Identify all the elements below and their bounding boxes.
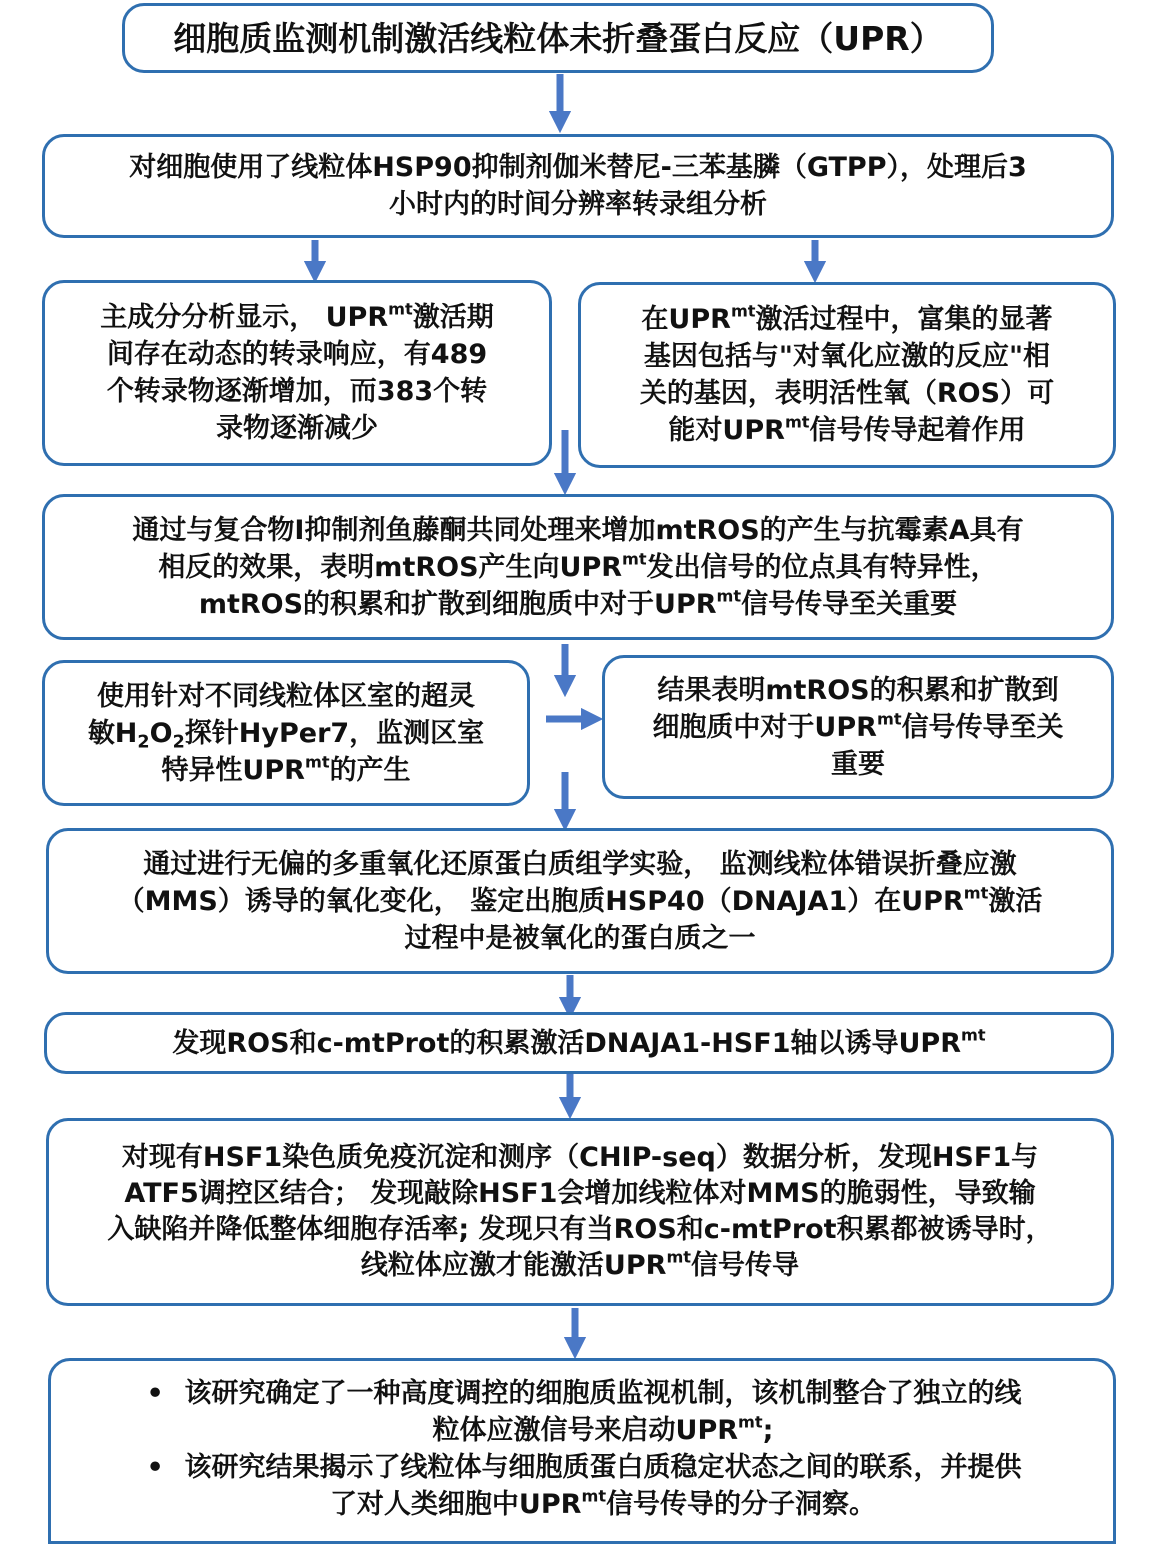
step6-part1: 发现ROS和c-mtProt的积累激活DNAJA1-HSF1轴以诱导UPR — [172, 1027, 961, 1059]
sup-mt: mt — [961, 1024, 986, 1044]
title-text: 细胞质监测机制激活线粒体未折叠蛋白反应（UPR） — [173, 18, 943, 58]
sup-mt: mt — [963, 882, 989, 902]
step2-right-box — [578, 282, 1116, 468]
step4-left-part3: 探针HyPer7，监测区室 特异性UPR — [161, 717, 485, 786]
step4-left-text — [88, 678, 484, 789]
step4-left-part1: 使用针对不同线粒体区室的超灵 敏H — [87, 680, 475, 749]
step4-right-box — [602, 655, 1114, 799]
step7-text — [107, 1140, 1052, 1284]
conclusion-bullets — [113, 1361, 1052, 1523]
step1-box — [42, 134, 1114, 238]
step4-right-part1: 结果表明mtROS的积累和扩散到 细胞质中对于UPR — [652, 674, 1059, 743]
step3-part2: 发出信号的位点具有特异性， mtROS的积累和扩散到细胞质中对于UPR — [198, 551, 998, 620]
step3-part3: 信号传导至关重要 — [741, 588, 958, 620]
sup-mt: mt — [784, 412, 810, 432]
step4-left-part4: 的产生 — [329, 754, 411, 786]
step4-right-text — [652, 672, 1063, 783]
step4-left-part2: O — [149, 717, 173, 749]
step2-right-part1: 在UPR — [641, 304, 731, 335]
sup-mt: mt — [730, 301, 756, 321]
bullet-dot: • — [146, 1452, 164, 1483]
step6-box — [44, 1012, 1114, 1074]
step2-right-part2: 激活过程中，富集的显著 基因包括与"对氧化应激的反应"相 关的基因，表明活性氧（ROS）可 能对UPR — [639, 304, 1055, 446]
sup-mt: mt — [304, 751, 330, 771]
step2-right-part3: 信号传导起着作用 — [809, 415, 1026, 446]
step5-part2: 激活 过程中是被氧化的蛋白质之一 — [404, 885, 1043, 954]
sup-mt: mt — [716, 585, 742, 605]
subscript-2: 2 — [172, 731, 185, 752]
step5-box — [46, 828, 1114, 974]
conclusion-bullet-1 — [143, 1375, 1022, 1449]
step7-part1: 对现有HSF1染色质免疫沉淀和测序（CHIP-seq）数据分析，发现HSF1与 ATF5调控区结合； 发现敲除HSF1会增加线粒体对MMS的脆弱性，导致输 入缺陷并降低整体细胞存活率; 发现只有当ROS和c-mtProt积累都被诱导时， 线粒体应激才能激活UPR — [107, 1142, 1053, 1281]
sup-mt: mt — [876, 708, 902, 728]
conclusion-b2-part2: 信号传导的分子洞察。 — [606, 1489, 877, 1520]
step3-part1: 通过与复合物I抑制剂鱼藤酮共同处理来增加mtROS的产生与抗霉素A具有 相反的效果，表明mtROS产生向UPR — [132, 514, 1024, 583]
subscript-2: 2 — [137, 731, 150, 752]
step6-text — [172, 1025, 985, 1062]
conclusion-bullet-1-text — [185, 1378, 1022, 1446]
bullet-dot: • — [146, 1378, 164, 1409]
conclusion-bullet-2 — [143, 1449, 1022, 1523]
sup-mt: mt — [622, 548, 647, 568]
step2-right-text — [640, 301, 1054, 449]
step2-left-text — [100, 299, 494, 447]
title-box — [122, 3, 994, 73]
step7-part2: 信号传导 — [691, 1250, 800, 1281]
step2-left-part2: 激活期 间存在动态的转录响应，有489 个转录物逐渐增加，而383个转 录物逐渐减少 — [106, 302, 494, 444]
step5-part1: 通过进行无偏的多重氧化还原蛋白质组学实验， 监测线粒体错误折叠应激 （MMS）诱导的氧化变化， 鉴定出胞质HSP40（DNAJA1）在UPR — [117, 848, 1017, 917]
conclusion-b1-part1: 该研究确定了一种高度调控的细胞质监视机制，该机制整合了独立的线 粒体应激信号来启动UPR — [184, 1378, 1022, 1446]
step4-right-part2: 信号传导至关 重要 — [831, 711, 1064, 780]
conclusion-b2-part1: 该研究结果揭示了线粒体与细胞质蛋白质稳定状态之间的联系，并提供 了对人类细胞中UPR — [184, 1452, 1022, 1520]
step5-text — [118, 846, 1043, 957]
sup-mt: mt — [388, 299, 413, 319]
step7-box — [46, 1118, 1114, 1306]
step3-text — [132, 512, 1023, 623]
step1-text: 对细胞使用了线粒体HSP90抑制剂伽米替尼-三苯基膦（GTPP），处理后3 小时内的时间分辨率转录组分析 — [129, 152, 1027, 220]
conclusion-box — [48, 1358, 1116, 1544]
step2-left-box — [42, 280, 552, 466]
sup-mt: mt — [738, 1412, 763, 1432]
sup-mt: mt — [666, 1247, 692, 1267]
step4-left-box — [42, 660, 530, 806]
conclusion-bullet-2-text — [185, 1452, 1022, 1520]
step2-left-part1: 主成分分析显示， UPR — [100, 302, 389, 333]
conclusion-b1-part2: ; — [762, 1415, 774, 1446]
step3-box — [42, 494, 1114, 640]
sup-mt: mt — [581, 1486, 607, 1506]
